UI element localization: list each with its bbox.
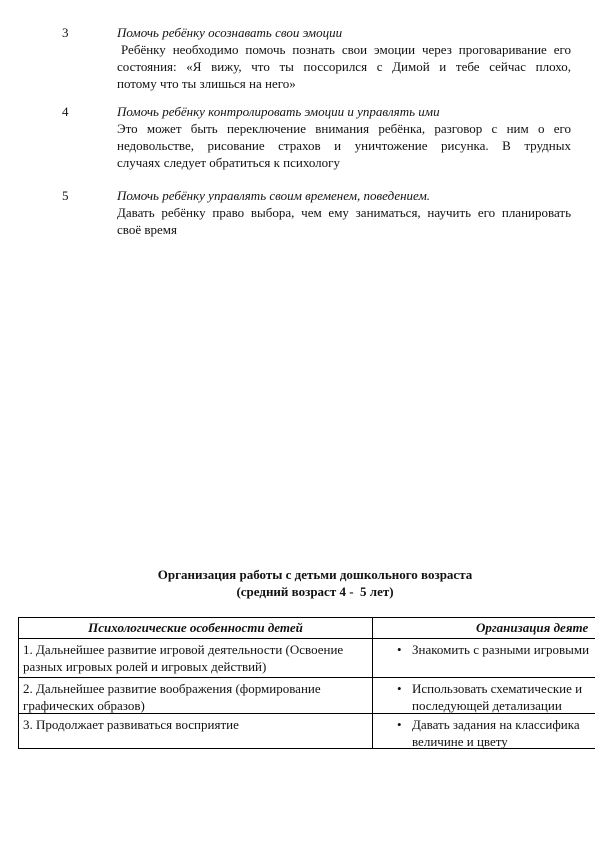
table-header-row xyxy=(19,618,595,639)
item-body-line: Ребёнку необходимо помочь познать свои эмоции через проговаривание его xyxy=(121,42,571,57)
item-body-line: своё время xyxy=(117,222,177,237)
feature-text-line: графических образов) xyxy=(23,698,145,713)
organization-text xyxy=(412,641,589,658)
list-item xyxy=(117,187,571,238)
organization-text-line: Использовать схематические и xyxy=(412,681,583,696)
feature-cell xyxy=(19,639,373,677)
bullet-icon: • xyxy=(397,681,402,696)
header-psychological-features: Психологические особенности детей xyxy=(19,618,373,638)
header-cell-organization xyxy=(373,618,595,638)
organization-text-line: Знакомить с разными игровыми xyxy=(412,642,590,657)
list-item xyxy=(117,24,571,92)
item-heading: Помочь ребёнку контролировать эмоции и управлять ими xyxy=(117,104,440,119)
organization-cell xyxy=(373,678,595,713)
organization-text-line: величине и цвету xyxy=(412,734,508,749)
table-row xyxy=(19,639,595,678)
item-body-line: случаях следует обратиться к психологу xyxy=(117,155,340,170)
item-number: 3 xyxy=(62,25,69,40)
bullet-icon: • xyxy=(397,717,402,732)
item-number: 5 xyxy=(62,188,69,203)
organization-text xyxy=(412,680,582,714)
item-heading: Помочь ребёнку управлять своим временем, поведением. xyxy=(117,188,431,203)
section-heading xyxy=(40,566,590,600)
item-body-line: состояния: «Я вижу, что ты поссорился с Димой и тебе сейчас плохо, xyxy=(117,59,571,74)
section-title: Организация работы с детьми дошкольного возраста xyxy=(157,567,473,582)
item-body-line: потому что ты злишься на него» xyxy=(117,76,296,91)
feature-text-line: разных игровых ролей и игровых действий) xyxy=(23,659,267,674)
section-subtitle: (средний возраст 4 - 5 лет) xyxy=(236,584,394,599)
organization-cell xyxy=(373,714,595,748)
feature-text-line: 1. Дальнейшее развитие игровой деятельности (Освоение xyxy=(23,642,344,657)
table-row xyxy=(19,714,595,749)
list-item xyxy=(117,103,571,171)
bullet-icon: • xyxy=(397,642,402,657)
table-row xyxy=(19,678,595,714)
table-viewport xyxy=(18,617,595,750)
item-body-line: Давать ребёнку право выбора, чем ему заниматься, научить его планировать xyxy=(117,205,571,220)
organization-text-line: последующей детализации xyxy=(412,698,562,713)
feature-text-line: 2. Дальнейшее развитие воображения (формирование xyxy=(23,681,321,696)
feature-text-line: 3. Продолжает развиваться восприятие xyxy=(23,717,239,732)
item-body-line: Это может быть переключение внимания ребёнка, разговор с ним о его xyxy=(117,121,571,136)
item-heading: Помочь ребёнку осознавать свои эмоции xyxy=(117,25,343,40)
organization-text xyxy=(412,716,580,750)
item-number: 4 xyxy=(62,104,69,119)
feature-cell xyxy=(19,714,373,748)
header-organization: Организация деяте xyxy=(476,620,589,635)
organization-text-line: Давать задания на классифика xyxy=(412,717,580,732)
development-table xyxy=(18,617,595,749)
feature-cell xyxy=(19,678,373,713)
item-body-line: недовольстве, рисование страхов и уничтожение рисунка. В трудных xyxy=(117,138,571,153)
organization-cell xyxy=(373,639,595,677)
